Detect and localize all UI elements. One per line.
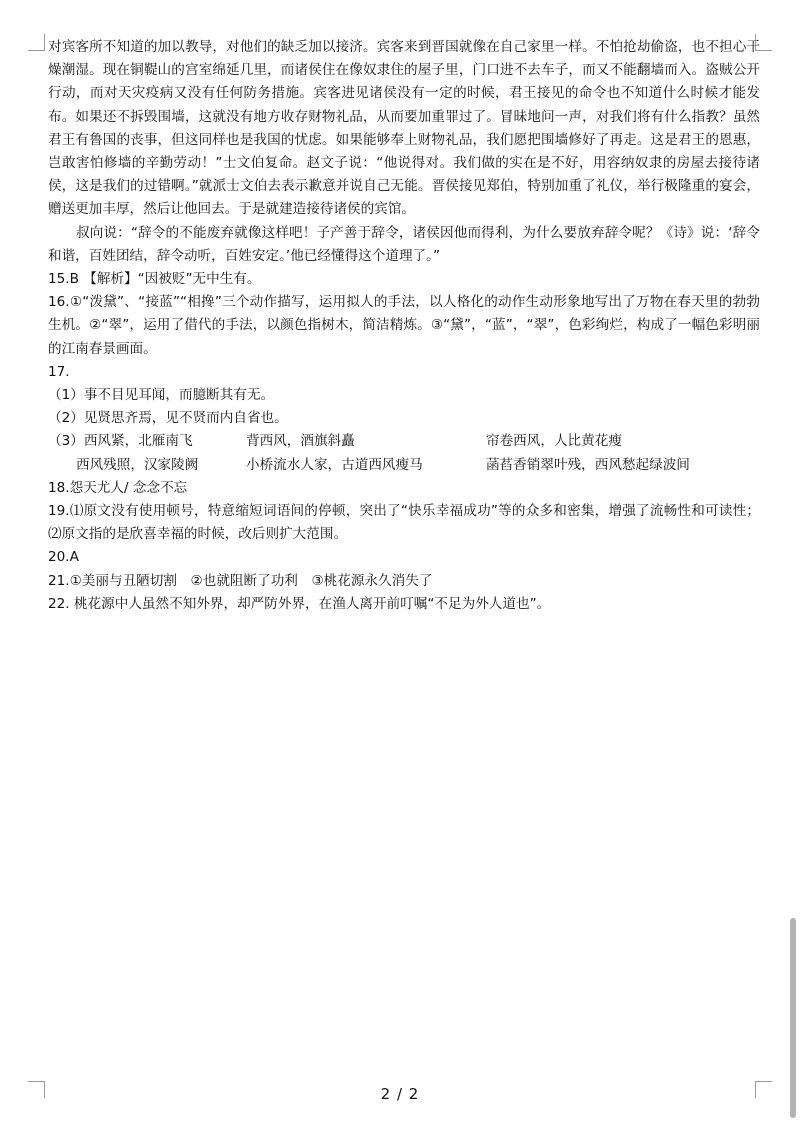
translation-paragraph: 叔向说：“辞令的不能废弃就像这样吧！子产善于辞令，诸侯因他而得利，为什么要放弃辞令呢？《诗》说：‘辞令和谐，百姓团结，辞令动听，百姓安定。’他已经懂得这个道理了。”	[48, 224, 760, 264]
answer-15: 15.B 【解析】“因被贬”无中生有。	[48, 271, 261, 288]
verse-cell: 背西风，酒旗斜矗	[246, 433, 355, 450]
verse-cell: 西风残照，汉家陵阙	[76, 456, 199, 473]
verse-cell: 菡萏香销翠叶残，西风愁起绿波间	[486, 456, 690, 473]
answer-19: 19.⑴原文没有使用顿号，特意缩短词语间的停顿，突出了“快乐幸福成功”等的众多和密集，增强了流畅性和可读性；⑵原文指的是欣喜幸福的时候，改后则扩大范围。	[48, 503, 760, 543]
answer-17-part-3-row	[48, 454, 760, 477]
answer-22: 22. 桃花源中人虽然不知外界，却严防外界，在渔人离开前叮嘱“不足为外人道也”。	[48, 595, 551, 612]
translation-paragraph: 对宾客所不知道的加以教导，对他们的缺乏加以接济。宾客来到晋国就像在自己家里一样。不怕抢劫偷盗，也不担心干燥潮湿。现在铜鞮山的宫室绵延几里，而诸侯住在像奴隶住的屋子里，门口进不去车子，而又不能翻墙而入。盗贼公开行动，而对天灾疫病又没有任何防务措施。宾客进见诸侯没有一定的时候，君王接见的命令也不知道什么时候才能发布。如果还不拆毁围墙，这就没有地方收存财物礼品，从而要加重罪过了。冒昧地问一声，对我们将有什么指教？虽然君王有鲁国的丧事，但这同样也是我国的忧虑。如果能够奉上财物礼品，我们愿把围墙修好了再走。这是君王的恩惠，岂敢害怕修墙的辛勤劳动！”士文伯复命。赵文子说：“他说得对。我们做的实在是不好，用容纳奴隶的房屋去接待诸侯，这是我们的过错啊。”就派士文伯去表示歉意并说自己无能。晋侯接见郑伯，特别加重了礼仪，举行极隆重的宴会，赠送更加丰厚，然后让他回去。于是就建造接待诸侯的宾馆。	[48, 39, 760, 218]
answer-17-heading: 17.	[48, 363, 70, 380]
answer-17-part-2: （2）见贤思齐焉，见不贤而内自省也。	[48, 410, 288, 427]
answer-17-part-1: （1）事不目见耳闻，而臆断其有无。	[48, 387, 275, 404]
answer-18: 18.怨天尤人/ 念念不忘	[48, 479, 188, 496]
verse-cell: （3）西风紧，北雁南飞	[48, 433, 193, 450]
page-number: 2 / 2	[380, 1085, 420, 1103]
crop-mark-top-left	[28, 34, 45, 51]
answer-20: 20.A	[48, 549, 79, 566]
answer-17-part-3-row	[48, 430, 760, 453]
verse-cell: 小桥流水人家，古道西风瘦马	[246, 456, 423, 473]
answer-16: 16.①“泼黛”、“接蓝”“相搀”三个动作描写，运用拟人的手法，以人格化的动作生动形象地写出了万物在春天里的勃勃生机。②“翠”，运用了借代的手法，以颜色指树木，简洁精炼。③“黛”，“蓝”，“翠”，色彩绚烂，构成了一幅色彩明丽的江南春景画面。	[48, 294, 760, 357]
verse-cell: 帘卷西风，人比黄花瘦	[486, 433, 622, 450]
document-body	[48, 36, 760, 616]
answer-21: 21.①美丽与丑陋切割 ②也就阻断了功利 ③桃花源永久消失了	[48, 572, 433, 589]
